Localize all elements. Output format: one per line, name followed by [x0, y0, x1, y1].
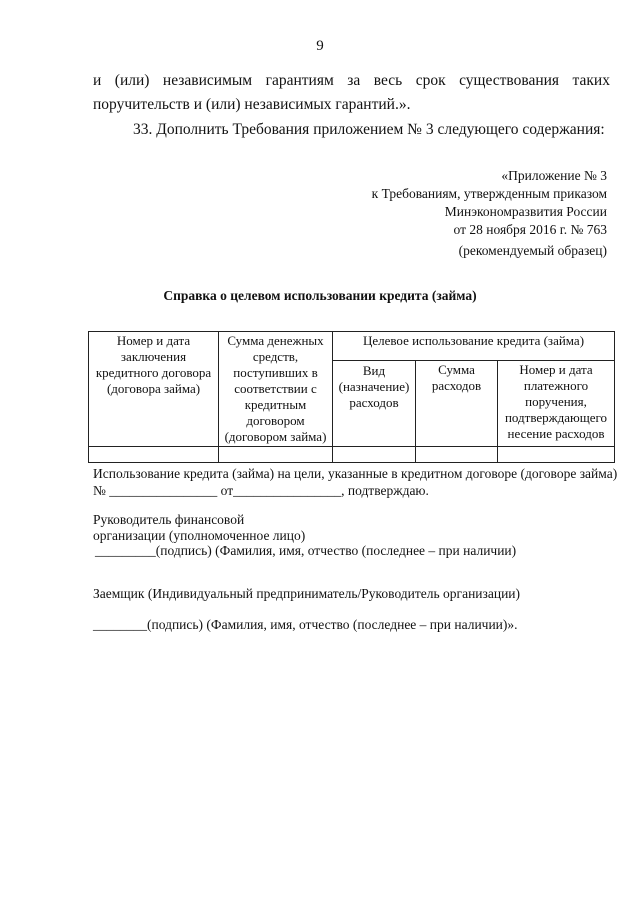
confirmation-line-2: № ________________ от________________, подтверждаю.: [93, 483, 429, 498]
paragraph-word: существования: [459, 72, 560, 89]
appendix-line: к Требованиям, утвержденным приказом: [371, 186, 607, 201]
header-contract-number-date: Номер и дата заключения кредитного договора (договора займа): [89, 332, 219, 447]
paragraph-word: (или): [114, 72, 150, 89]
appendix-line: от 28 ноября 2016 г. № 763: [453, 222, 607, 237]
header-expense-amount: Сумма расходов: [416, 361, 498, 447]
item-33: 33. Дополнить Требования приложением № 3 следующего содержания:: [133, 121, 605, 138]
appendix-line: «Приложение № 3: [501, 168, 607, 183]
paragraph-word: за: [347, 72, 361, 89]
header-funds-amount: Сумма денежных средств, поступивших в соответствии с кредитным договором (договором займа): [219, 332, 333, 447]
head-signature-line: _________(подпись) (Фамилия, имя, отчество (последнее – при наличии): [95, 543, 517, 558]
confirmation-line-1: Использование кредита (займа) на цели, указанные в кредитном договоре (договоре займа): [93, 466, 618, 481]
table-cell[interactable]: [89, 447, 219, 463]
appendix-header: [372, 167, 607, 239]
paragraph-word: гарантиям: [265, 72, 334, 89]
borrower-title: Заемщик (Индивидуальный предприниматель/Руководитель организации): [93, 586, 521, 601]
table-cell[interactable]: [416, 447, 498, 463]
paragraph-word: весь: [373, 72, 403, 89]
header-payment-order: Номер и дата платежного поручения, подтверждающего несение расходов: [498, 361, 615, 447]
paragraph-word: и: [93, 72, 102, 89]
paragraph-first-line: [93, 72, 610, 90]
header-target-use: Целевое использование кредита (займа): [333, 332, 615, 361]
table-header-row: [89, 332, 615, 361]
recommended-sample-note: (рекомендуемый образец): [458, 243, 607, 258]
paragraph-word: независимым: [162, 72, 253, 89]
paragraph-word: срок: [415, 72, 446, 89]
table-row: [89, 447, 615, 463]
page-number: 9: [316, 38, 324, 54]
head-title-line-2: организации (уполномоченное лицо): [93, 528, 306, 543]
table-cell[interactable]: [333, 447, 416, 463]
expense-table: [88, 331, 615, 463]
head-title-line-1: Руководитель финансовой: [93, 512, 245, 527]
table-cell[interactable]: [219, 447, 333, 463]
paragraph-second-line: поручительств и (или) независимых гарантий.».: [93, 96, 411, 113]
header-expense-type: Вид (назначение) расходов: [333, 361, 416, 447]
form-title: Справка о целевом использовании кредита (займа): [163, 288, 477, 303]
appendix-line: Минэкономразвития России: [444, 204, 607, 219]
borrower-signature-line: ________(подпись) (Фамилия, имя, отчество (последнее – при наличии)».: [93, 617, 518, 632]
paragraph-word: таких: [572, 72, 610, 89]
table-cell[interactable]: [498, 447, 615, 463]
